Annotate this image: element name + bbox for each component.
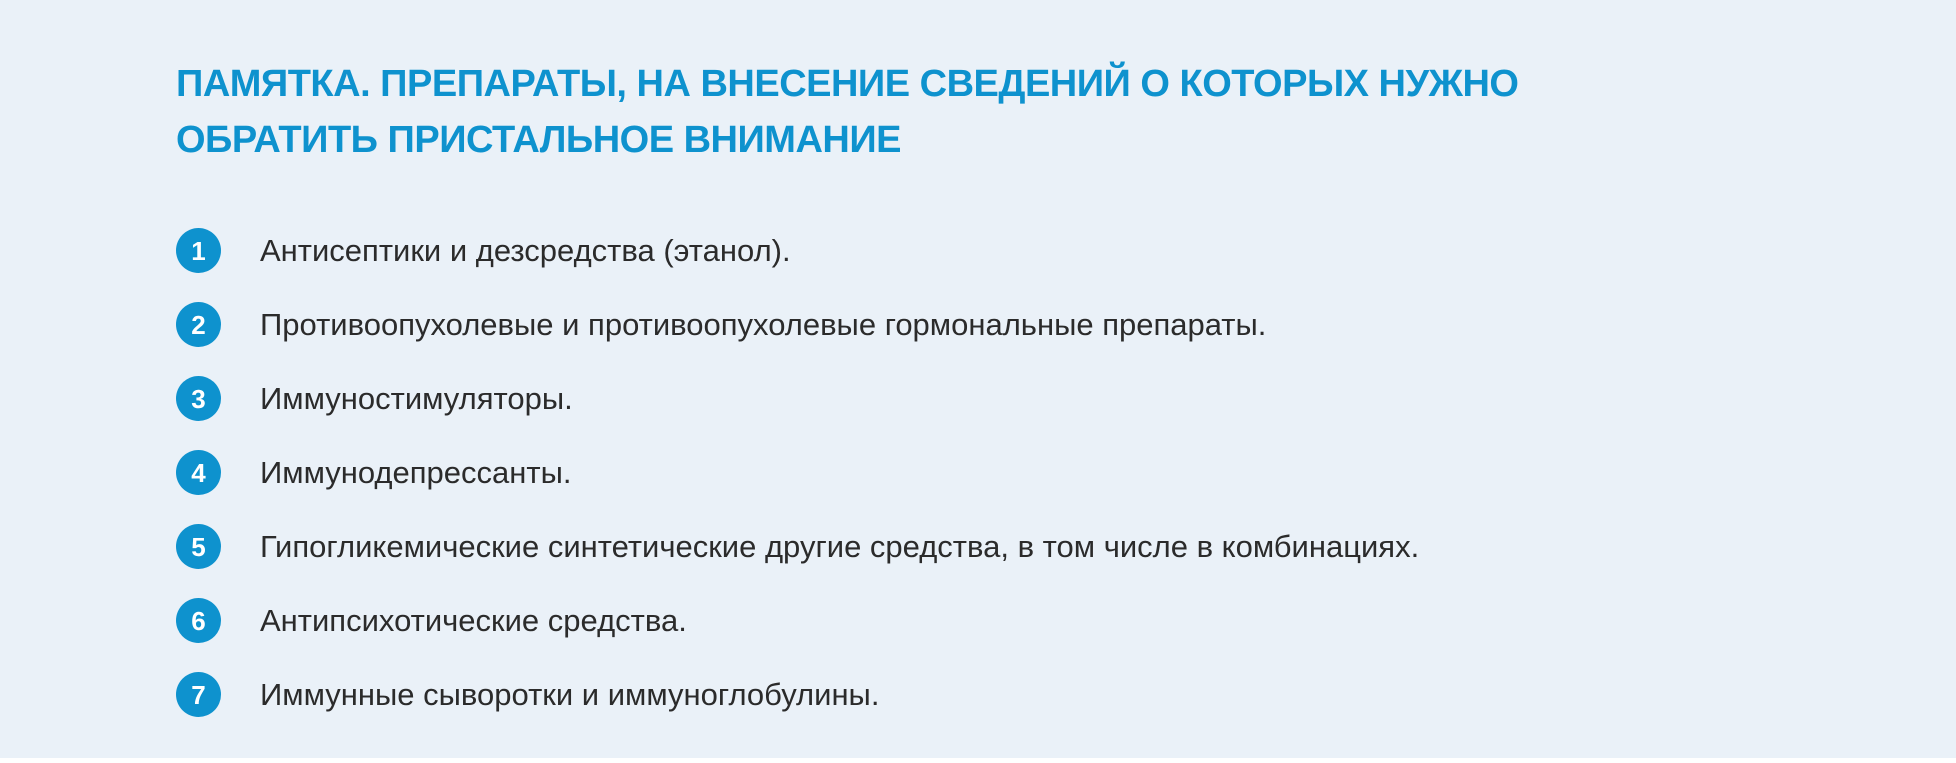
- list-item: [176, 228, 1876, 273]
- item-number-badge: 4: [176, 450, 221, 495]
- page-title-line-1: ПАМЯТКА. ПРЕПАРАТЫ, НА ВНЕСЕНИЕ СВЕДЕНИЙ О КОТОРЫХ НУЖНО: [176, 63, 1519, 105]
- item-number-badge: 5: [176, 524, 221, 569]
- list-item: [176, 376, 1876, 421]
- item-number-badge: 6: [176, 598, 221, 643]
- page-title-line-2: ОБРАТИТЬ ПРИСТАЛЬНОЕ ВНИМАНИЕ: [176, 119, 901, 161]
- item-number-badge: 2: [176, 302, 221, 347]
- list-item: [176, 302, 1876, 347]
- item-text: Противоопухолевые и противоопухолевые гормональные препараты.: [260, 306, 1267, 342]
- list-item: [176, 524, 1876, 569]
- item-number-badge: 7: [176, 672, 221, 717]
- item-text: Иммунодепрессанты.: [260, 454, 572, 490]
- list-item: [176, 672, 1876, 717]
- item-number-badge: 1: [176, 228, 221, 273]
- item-text: Иммуностимуляторы.: [260, 380, 573, 416]
- item-number-badge: 3: [176, 376, 221, 421]
- list-item: [176, 450, 1876, 495]
- list-item: [176, 598, 1876, 643]
- memo-list: [176, 228, 1876, 717]
- item-text: Антипсихотические средства.: [260, 602, 687, 638]
- bottom-strip: [0, 758, 1956, 763]
- item-text: Иммунные сыворотки и иммуноглобулины.: [260, 676, 880, 712]
- item-text: Гипогликемические синтетические другие средства, в том числе в комбинациях.: [260, 528, 1420, 564]
- page-title: [176, 56, 1876, 168]
- item-text: Антисептики и дезсредства (этанол).: [260, 232, 791, 268]
